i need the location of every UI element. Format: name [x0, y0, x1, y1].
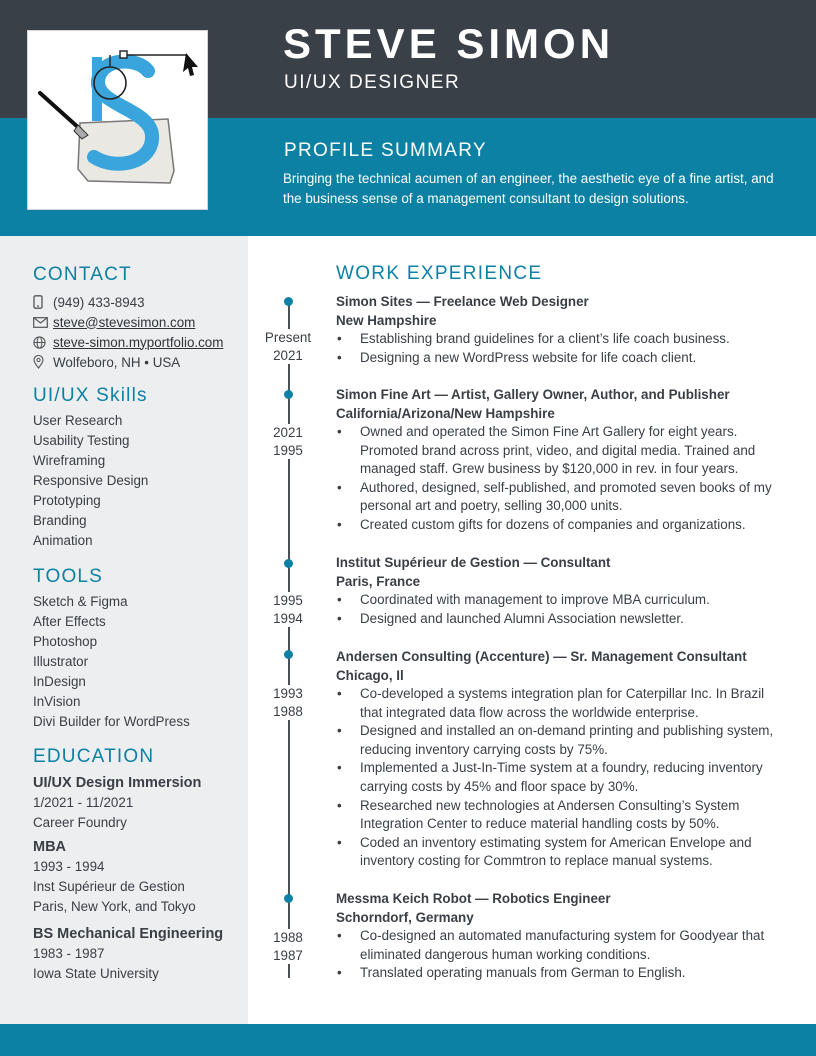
job-location: Schorndorf, Germany [336, 910, 474, 925]
job-entry [336, 385, 781, 535]
tools-section [33, 566, 243, 732]
globe-icon [33, 336, 53, 349]
tool-item: After Effects [33, 614, 106, 629]
tool-item: Sketch & Figma [33, 594, 128, 609]
tool-item: InVision [33, 694, 81, 709]
job-role: UI/UX DESIGNER [284, 72, 461, 93]
timeline-line [288, 302, 290, 978]
tool-item: Photoshop [33, 634, 98, 649]
timeline-date [258, 592, 318, 627]
job-entry [336, 292, 781, 367]
timeline-dot [284, 390, 293, 399]
job-bullet: • Owned and operated the Simon Fine Art Gallery for eight years. Promoted brand across print, video, and digital media. Trained and managed staff. Grew business by $120,000 in rev. in four years. [336, 423, 781, 479]
date-start: 1995 [273, 442, 303, 458]
skill-item: Prototyping [33, 493, 101, 508]
education-degree: MBA [33, 839, 67, 855]
email-link[interactable]: steve@stevesimon.com [53, 314, 196, 330]
education-detail: 1993 - 1994 [33, 859, 105, 874]
education-detail: Iowa State University [33, 966, 159, 981]
date-end: Present [264, 330, 312, 345]
date-end: 1988 [273, 930, 303, 945]
pen-tool-logo-icon [28, 31, 209, 211]
education-degree: UI/UX Design Immersion [33, 775, 202, 791]
job-bullets [336, 423, 781, 535]
education-detail: Inst Supérieur de Gestion [33, 879, 185, 894]
location-text: Wolfeboro, NH • USA [53, 354, 181, 370]
skill-item: Responsive Design [33, 473, 149, 488]
timeline-dot [284, 650, 293, 659]
date-start: 1994 [273, 610, 303, 626]
contact-section [33, 264, 243, 372]
job-entry [336, 889, 781, 983]
job-bullet: • Created custom gifts for dozens of companies and organizations. [336, 516, 781, 535]
education-section [33, 746, 243, 984]
date-end: 2021 [273, 425, 303, 440]
tools-title: TOOLS [33, 566, 104, 587]
mail-icon [33, 317, 53, 328]
tool-item: Illustrator [33, 654, 89, 669]
phone-icon [33, 295, 53, 309]
job-bullets [336, 685, 781, 871]
date-end: 1995 [273, 593, 303, 608]
job-location: Chicago, Il [336, 668, 404, 683]
profile-summary: Bringing the technical acumen of an engineer, the aesthetic eye of a fine artist, and the business sense of a management consultant to design solutions. [283, 171, 774, 206]
date-start: 1987 [273, 947, 303, 963]
job-bullet: • Translated operating manuals from German to English. [336, 964, 781, 983]
job-bullets [336, 330, 781, 367]
job-title: Simon Fine Art — Artist, Gallery Owner, Author, and Publisher [336, 387, 730, 402]
date-start: 2021 [273, 347, 303, 363]
job-bullet: • Designed and launched Alumni Association newsletter. [336, 610, 781, 629]
work-experience-title: WORK EXPERIENCE [336, 263, 543, 284]
timeline-date [258, 329, 318, 364]
contact-title: CONTACT [33, 264, 132, 285]
education-detail: Paris, New York, and Tokyo [33, 899, 196, 914]
job-location: Paris, France [336, 574, 421, 589]
tool-item: InDesign [33, 674, 86, 689]
date-end: 1993 [273, 686, 303, 701]
footer-bar [0, 1024, 816, 1056]
skill-item: User Research [33, 413, 123, 428]
job-bullet: • Implemented a Just-In-Time system at a foundry, reducing inventory carrying costs by 45% and floor space by 30%. [336, 759, 781, 796]
job-bullet: • Researched new technologies at Andersen Consulting’s System Integration Center to reduce material handling costs by 50%. [336, 797, 781, 834]
contact-location [33, 352, 243, 372]
education-detail: 1/2021 - 11/2021 [33, 795, 134, 810]
job-location: New Hampshire [336, 313, 437, 328]
job-bullet: • Establishing brand guidelines for a client’s life coach business. [336, 330, 781, 349]
timeline-date [258, 424, 318, 459]
map-pin-icon [33, 355, 53, 369]
education-detail: Career Foundry [33, 815, 127, 830]
profile-title: PROFILE SUMMARY [284, 140, 487, 161]
skill-item: Branding [33, 513, 87, 528]
job-bullet: • Co-designed an automated manufacturing system for Goodyear that eliminated dangerous human working conditions. [336, 927, 781, 964]
skills-title: UI/UX Skills [33, 385, 148, 406]
timeline-dot [284, 297, 293, 306]
timeline-dot [284, 559, 293, 568]
education-detail: 1983 - 1987 [33, 946, 105, 961]
education-degree: BS Mechanical Engineering [33, 926, 224, 942]
tool-item: Divi Builder for WordPress [33, 714, 190, 729]
job-bullet: • Co-developed a systems integration plan for Caterpillar Inc. In Brazil that integrated data flow across the worldwide enterprise. [336, 685, 781, 722]
job-bullet: • Authored, designed, self-published, and promoted seven books of my personal art and poetry, selling 30,000 units. [336, 479, 781, 516]
skill-item: Animation [33, 533, 93, 548]
timeline-dot [284, 894, 293, 903]
person-name: STEVE SIMON [283, 20, 615, 67]
job-location: California/Arizona/New Hampshire [336, 406, 555, 421]
job-bullets [336, 927, 781, 983]
website-link[interactable]: steve-simon.myportfolio.com [53, 334, 224, 350]
job-title: Andersen Consulting (Accenture) — Sr. Management Consultant [336, 649, 747, 664]
timeline-date [258, 929, 318, 964]
contact-website[interactable] [33, 332, 243, 352]
skills-section [33, 385, 243, 551]
job-bullets [336, 591, 781, 628]
contact-email[interactable] [33, 312, 243, 332]
job-title: Messma Keich Robot — Robotics Engineer [336, 891, 611, 906]
education-title: EDUCATION [33, 746, 155, 767]
job-bullet: • Coded an inventory estimating system for American Envelope and inventory costing for Commtron to replace manual systems. [336, 834, 781, 871]
logo [27, 30, 208, 210]
phone-number: (949) 433-8943 [53, 294, 145, 310]
job-title: Institut Supérieur de Gestion — Consultant [336, 555, 611, 570]
date-start: 1988 [273, 703, 303, 719]
job-entry [336, 553, 781, 628]
contact-phone [33, 292, 243, 312]
job-title: Simon Sites — Freelance Web Designer [336, 294, 589, 309]
timeline-date [258, 685, 318, 720]
job-entry [336, 647, 781, 871]
skill-item: Wireframing [33, 453, 106, 468]
job-bullet: • Coordinated with management to improve MBA curriculum. [336, 591, 781, 610]
skill-item: Usability Testing [33, 433, 130, 448]
job-bullet: • Designed and installed an on-demand printing and publishing system, reducing inventory carrying costs by 75%. [336, 722, 781, 759]
job-bullet: • Designing a new WordPress website for life coach client. [336, 349, 781, 368]
